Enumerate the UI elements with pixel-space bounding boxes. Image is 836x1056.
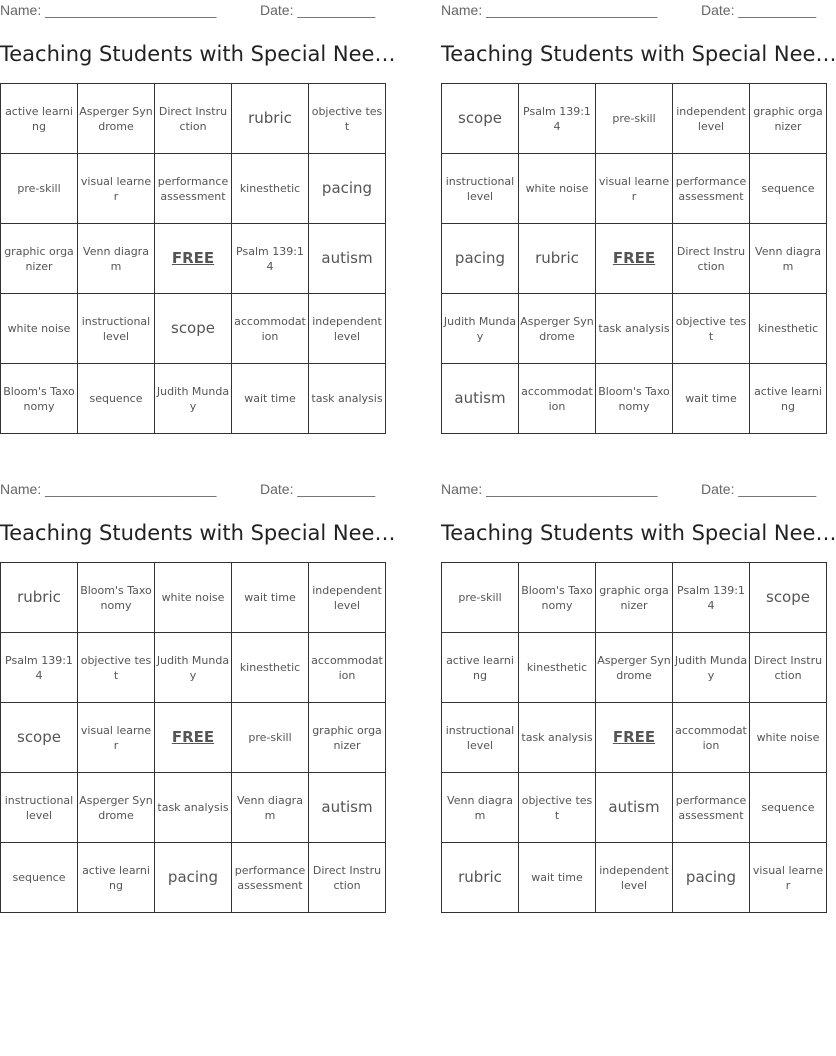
bingo-cell: white noise <box>155 563 232 633</box>
bingo-cell: kinesthetic <box>750 294 827 364</box>
bingo-cell: Psalm 139:14 <box>232 224 309 294</box>
bingo-cell: white noise <box>519 154 596 224</box>
bingo-cell: Venn diagram <box>750 224 827 294</box>
bingo-grid <box>0 83 386 434</box>
bingo-cell: pacing <box>155 843 232 913</box>
bingo-cell: instructional level <box>78 294 155 364</box>
bingo-card-4 <box>441 479 836 919</box>
card-title: Teaching Students with Special Nee… <box>441 42 836 66</box>
bingo-cell: Judith Munday <box>155 633 232 703</box>
bingo-cell: active learning <box>1 84 78 154</box>
bingo-cell: Venn diagram <box>232 773 309 843</box>
bingo-card-1 <box>0 0 396 440</box>
bingo-cell: rubric <box>1 563 78 633</box>
bingo-cell: autism <box>309 224 386 294</box>
grid-row <box>1 294 386 364</box>
grid-row <box>442 773 827 843</box>
card-header <box>441 481 817 499</box>
bingo-cell: autism <box>309 773 386 843</box>
free-space: FREE <box>596 224 673 294</box>
bingo-cell: pre-skill <box>442 563 519 633</box>
bingo-cell: performance assessment <box>673 773 750 843</box>
bingo-cell: Venn diagram <box>78 224 155 294</box>
bingo-grid <box>441 83 827 434</box>
bingo-cell: scope <box>1 703 78 773</box>
bingo-grid <box>441 562 827 913</box>
grid-row <box>1 843 386 913</box>
grid-row <box>1 773 386 843</box>
bingo-cell: Bloom's Taxonomy <box>78 563 155 633</box>
grid-row <box>442 633 827 703</box>
bingo-cell: Judith Munday <box>442 294 519 364</box>
bingo-cell: Direct Instruction <box>155 84 232 154</box>
bingo-cell: sequence <box>750 773 827 843</box>
bingo-cell: active learning <box>442 633 519 703</box>
grid-row <box>1 563 386 633</box>
bingo-cell: active learning <box>78 843 155 913</box>
bingo-cell: active learning <box>750 364 827 434</box>
bingo-card-3 <box>0 479 396 919</box>
date-field: Date: __________ <box>701 481 817 497</box>
free-space: FREE <box>155 224 232 294</box>
bingo-cell: sequence <box>1 843 78 913</box>
card-title: Teaching Students with Special Nee… <box>0 42 396 66</box>
grid-row <box>1 364 386 434</box>
bingo-cell: scope <box>155 294 232 364</box>
bingo-cell: wait time <box>232 563 309 633</box>
bingo-cell: visual learner <box>78 703 155 773</box>
grid-row <box>1 154 386 224</box>
bingo-cell: rubric <box>232 84 309 154</box>
free-space: FREE <box>596 703 673 773</box>
bingo-cell: Judith Munday <box>673 633 750 703</box>
bingo-cell: Asperger Syndrome <box>78 84 155 154</box>
bingo-cell: scope <box>442 84 519 154</box>
bingo-cell: pre-skill <box>596 84 673 154</box>
grid-row <box>442 84 827 154</box>
bingo-cell: instructional level <box>1 773 78 843</box>
bingo-cell: sequence <box>750 154 827 224</box>
bingo-cell: Asperger Syndrome <box>78 773 155 843</box>
bingo-cell: Asperger Syndrome <box>519 294 596 364</box>
bingo-cell: Psalm 139:14 <box>673 563 750 633</box>
card-header <box>0 2 376 20</box>
grid-row <box>442 364 827 434</box>
bingo-cell: Direct Instruction <box>673 224 750 294</box>
bingo-cell: rubric <box>519 224 596 294</box>
bingo-cell: task analysis <box>596 294 673 364</box>
bingo-cell: objective test <box>78 633 155 703</box>
bingo-cell: accommodation <box>673 703 750 773</box>
bingo-cell: kinesthetic <box>519 633 596 703</box>
bingo-cell: autism <box>596 773 673 843</box>
bingo-cell: pre-skill <box>1 154 78 224</box>
bingo-cell: Psalm 139:14 <box>1 633 78 703</box>
grid-row <box>442 563 827 633</box>
grid-row <box>442 224 827 294</box>
bingo-cell: task analysis <box>155 773 232 843</box>
bingo-cell: pacing <box>309 154 386 224</box>
bingo-cell: wait time <box>232 364 309 434</box>
bingo-cell: graphic organizer <box>309 703 386 773</box>
bingo-cell: graphic organizer <box>750 84 827 154</box>
bingo-cell: objective test <box>519 773 596 843</box>
bingo-cell: objective test <box>309 84 386 154</box>
grid-row <box>442 294 827 364</box>
bingo-cell: scope <box>750 563 827 633</box>
bingo-cell: graphic organizer <box>1 224 78 294</box>
bingo-cell: performance assessment <box>673 154 750 224</box>
card-header <box>441 2 817 20</box>
bingo-cell: graphic organizer <box>596 563 673 633</box>
card-header <box>0 481 376 499</box>
bingo-cell: objective test <box>673 294 750 364</box>
bingo-cell: Direct Instruction <box>309 843 386 913</box>
bingo-cell: independent level <box>309 294 386 364</box>
bingo-cell: Venn diagram <box>442 773 519 843</box>
bingo-cell: visual learner <box>596 154 673 224</box>
free-space: FREE <box>155 703 232 773</box>
bingo-cell: Bloom's Taxonomy <box>1 364 78 434</box>
name-field: Name: ______________________ <box>441 2 658 18</box>
grid-row <box>442 843 827 913</box>
bingo-cell: performance assessment <box>232 843 309 913</box>
bingo-cell: task analysis <box>519 703 596 773</box>
card-title: Teaching Students with Special Nee… <box>0 521 396 545</box>
grid-row <box>442 703 827 773</box>
bingo-cell: task analysis <box>309 364 386 434</box>
bingo-card-2 <box>441 0 836 440</box>
grid-row <box>442 154 827 224</box>
bingo-cell: autism <box>442 364 519 434</box>
grid-row <box>1 633 386 703</box>
bingo-cell: rubric <box>442 843 519 913</box>
bingo-cell: instructional level <box>442 154 519 224</box>
card-title: Teaching Students with Special Nee… <box>441 521 836 545</box>
bingo-cell: wait time <box>519 843 596 913</box>
bingo-cell: wait time <box>673 364 750 434</box>
bingo-cell: pacing <box>673 843 750 913</box>
bingo-cell: Judith Munday <box>155 364 232 434</box>
bingo-cell: sequence <box>78 364 155 434</box>
bingo-cell: independent level <box>673 84 750 154</box>
name-field: Name: ______________________ <box>0 481 217 497</box>
bingo-cell: visual learner <box>78 154 155 224</box>
bingo-cell: Bloom's Taxonomy <box>519 563 596 633</box>
bingo-cell: performance assessment <box>155 154 232 224</box>
date-field: Date: __________ <box>260 481 376 497</box>
bingo-cell: pacing <box>442 224 519 294</box>
name-field: Name: ______________________ <box>0 2 217 18</box>
bingo-cell: accommodation <box>309 633 386 703</box>
bingo-cell: Psalm 139:14 <box>519 84 596 154</box>
date-field: Date: __________ <box>260 2 376 18</box>
bingo-cell: Bloom's Taxonomy <box>596 364 673 434</box>
bingo-cell: kinesthetic <box>232 154 309 224</box>
bingo-cell: pre-skill <box>232 703 309 773</box>
bingo-grid <box>0 562 386 913</box>
bingo-cell: white noise <box>1 294 78 364</box>
bingo-cell: white noise <box>750 703 827 773</box>
bingo-cell: Asperger Syndrome <box>596 633 673 703</box>
grid-row <box>1 84 386 154</box>
date-field: Date: __________ <box>701 2 817 18</box>
bingo-cell: visual learner <box>750 843 827 913</box>
bingo-cell: accommodation <box>232 294 309 364</box>
bingo-cell: Direct Instruction <box>750 633 827 703</box>
grid-row <box>1 224 386 294</box>
grid-row <box>1 703 386 773</box>
bingo-cell: instructional level <box>442 703 519 773</box>
bingo-cell: independent level <box>596 843 673 913</box>
bingo-cell: kinesthetic <box>232 633 309 703</box>
bingo-cell: independent level <box>309 563 386 633</box>
bingo-cell: accommodation <box>519 364 596 434</box>
name-field: Name: ______________________ <box>441 481 658 497</box>
